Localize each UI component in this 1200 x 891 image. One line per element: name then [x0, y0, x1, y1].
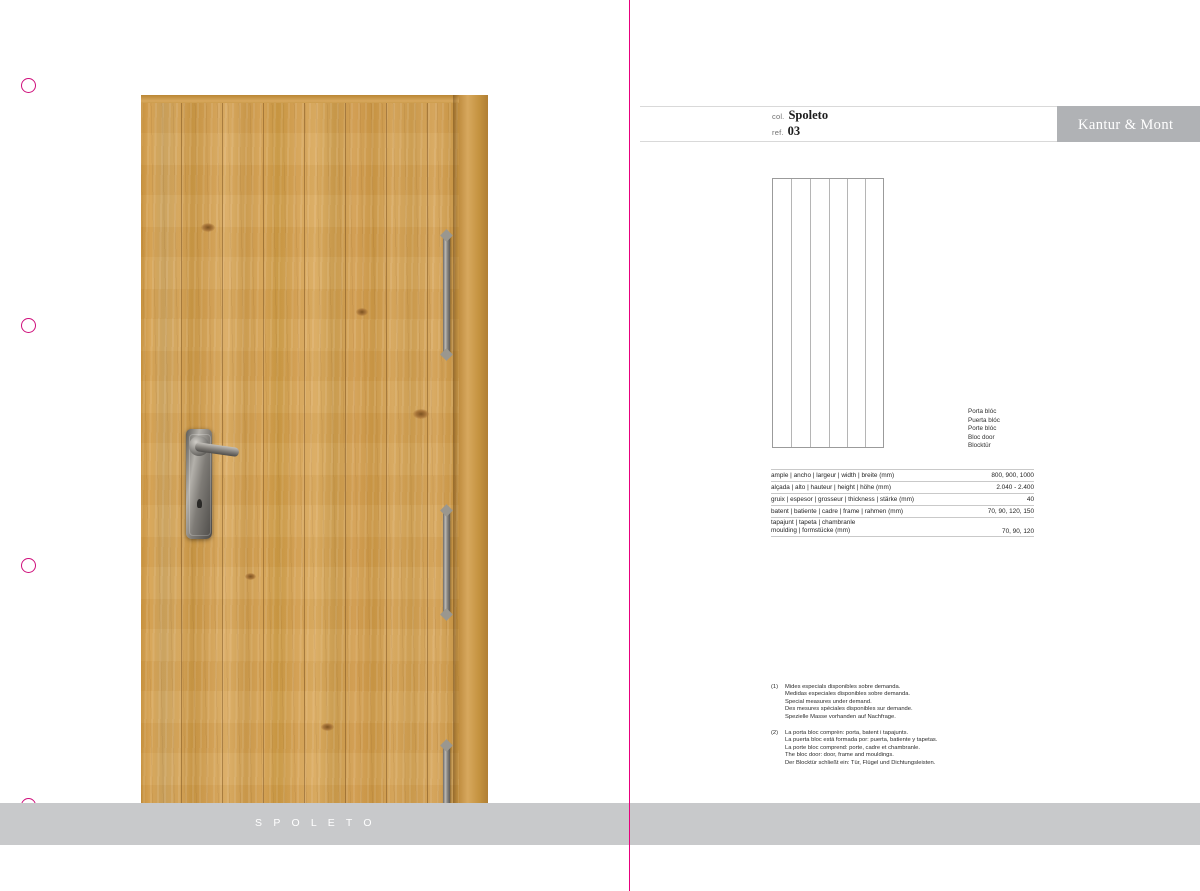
spec-key: tapajunt | tapeta | chambranle moulding | formstücke (mm)	[771, 519, 856, 535]
drawing-legend-item: Porta blóc	[968, 408, 997, 415]
punch-hole-icon	[21, 558, 36, 573]
door-technical-drawing	[772, 178, 884, 448]
drawing-legend	[968, 408, 1000, 451]
brand-name: Kantur & Mont	[1078, 117, 1174, 133]
wood-knot	[201, 223, 215, 232]
door-photo	[141, 95, 488, 808]
plank-seam	[386, 103, 387, 808]
drawing-plank-line	[865, 179, 866, 447]
wood-knot	[245, 573, 256, 580]
drawing-plank-line	[847, 179, 848, 447]
title-divider-top	[640, 106, 1057, 107]
table-row	[771, 494, 1034, 506]
drawing-legend-item: Bloc door	[968, 433, 995, 441]
reference-line	[772, 124, 1052, 139]
table-row	[771, 506, 1034, 518]
product-title-block	[772, 108, 1052, 139]
door-hinge-strap	[443, 745, 450, 808]
footnote-line: Des mesures spéciales disponibles sur demande.	[785, 706, 913, 713]
table-row	[771, 518, 1034, 538]
door-keyhole-icon	[197, 499, 202, 508]
drawing-legend-item: Porte blóc	[968, 425, 997, 433]
wood-knot	[356, 308, 368, 316]
footnote-line: La porte bloc comprend: porte, cadre et chambranle.	[785, 744, 921, 751]
footnotes	[771, 684, 1033, 776]
spec-value: 70, 90, 120	[1002, 527, 1034, 535]
door-hinge-strap	[443, 510, 450, 615]
plank-seam	[427, 103, 428, 808]
plank-seam	[222, 103, 223, 808]
spec-value: 800, 900, 1000	[991, 472, 1034, 480]
collection-label: col.	[772, 112, 785, 121]
wood-knot	[413, 409, 429, 419]
plank-seam	[181, 103, 182, 808]
footnote-line: Special measures under demand.	[785, 698, 872, 705]
footnote	[771, 684, 1033, 721]
footnote-line: Der Blocktür schließt ein: Tür, Flügel und Dichtungsleisten.	[785, 759, 936, 766]
spec-key: ample | ancho | largeur | width | breite (mm)	[771, 471, 895, 479]
reference-label: ref.	[772, 128, 784, 137]
footnote-line: Spezielle Masse vorhanden auf Nachfrage.	[785, 713, 896, 720]
footnote-number: (1)	[771, 684, 779, 690]
brand-tab	[1057, 106, 1200, 142]
title-divider-bottom	[640, 141, 1057, 142]
reference-value: 03	[787, 124, 801, 138]
spec-value: 40	[1026, 496, 1034, 504]
table-row	[771, 482, 1034, 494]
footnote-number: (2)	[771, 730, 779, 737]
door-side-jamb	[459, 95, 488, 808]
collection-value: Spoleto	[788, 108, 829, 122]
spec-key: gruix | espesor | grosseur | thickness | stärke (mm)	[771, 495, 915, 503]
drawing-legend-item: Blocktür	[968, 442, 991, 450]
footnote	[771, 730, 1033, 767]
footnote-lines	[785, 684, 913, 721]
drawing-legend-item: Puerta blóc	[968, 416, 1000, 424]
plank-seam	[304, 103, 305, 808]
page-fold-line	[629, 0, 630, 891]
punch-hole-icon	[21, 318, 36, 333]
wood-knot	[321, 723, 334, 731]
table-row	[771, 469, 1034, 482]
footnote-line: Medidas especiales disponibles sobre demanda.	[785, 691, 911, 698]
footnote-lines	[785, 730, 937, 767]
spec-key: alçada | alto | hauteur | height | höhe (mm)	[771, 483, 891, 491]
spec-key: batent | batiente | cadre | frame | rahmen (mm)	[771, 507, 904, 515]
footnote-line: The bloc door: door, frame and mouldings.	[785, 752, 894, 759]
collection-caption: S P O L E T O	[255, 817, 376, 829]
punch-hole-icon	[21, 78, 36, 93]
drawing-plank-line	[810, 179, 811, 447]
drawing-plank-line	[829, 179, 830, 447]
left-caption-band	[0, 803, 630, 845]
plank-seam	[345, 103, 346, 808]
footnote-line: La porta bloc comprèn: porta, batent i tapajunts.	[785, 730, 909, 737]
specification-table	[771, 469, 1034, 537]
plank-seam	[263, 103, 264, 808]
right-caption-band	[630, 803, 1200, 845]
footnote-line: La puerta bloc está formada por: puerta, batiente y tapetas.	[785, 737, 938, 744]
spec-value: 70, 90, 120, 150	[987, 508, 1034, 516]
drawing-plank-line	[791, 179, 792, 447]
spec-value: 2.040 - 2.400	[996, 484, 1034, 492]
collection-line	[772, 108, 1052, 123]
door-hinge-strap	[443, 235, 450, 355]
footnote-line: Mides especials disponibles sobre demanda.	[785, 684, 901, 690]
